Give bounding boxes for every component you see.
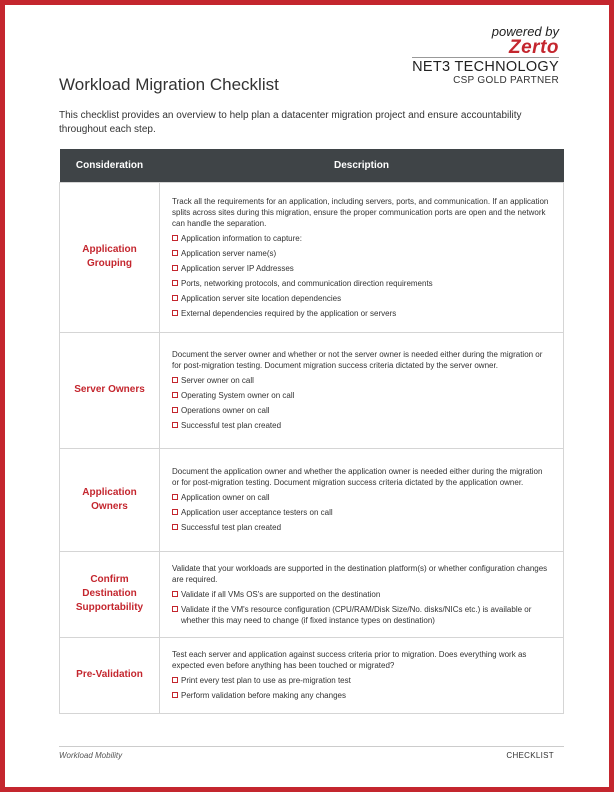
checklist-item[interactable]: Application server IP Addresses: [172, 263, 551, 274]
checklist-table: [59, 149, 564, 714]
description-text: Validate that your workloads are supported in the destination platform(s) or whether configuration changes are required.: [172, 563, 548, 584]
page-title: Workload Migration Checklist: [59, 75, 279, 94]
checklist-item[interactable]: Application server site location dependencies: [172, 293, 551, 304]
description-cell: [160, 448, 564, 551]
checklist-item[interactable]: Operating System owner on call: [172, 390, 551, 401]
checklist-items: [172, 675, 551, 701]
checklist-item[interactable]: Application server name(s): [172, 248, 551, 259]
checklist-item[interactable]: External dependencies required by the application or servers: [172, 308, 551, 319]
checklist-item[interactable]: Operations owner on call: [172, 405, 551, 416]
header-consideration: Consideration: [60, 149, 160, 182]
checklist-items: [172, 375, 551, 431]
footer-left-text: Workload Mobility: [59, 751, 123, 760]
checklist-item[interactable]: Validate if the VM's resource configuration (CPU/RAM/Disk Size/No. disks/NICs etc.) is available or whether this may need to change (if fixed instance types on destination): [172, 604, 551, 626]
powered-by-text: powered by: [491, 24, 559, 39]
checkbox-icon[interactable]: [172, 235, 178, 241]
checkbox-icon[interactable]: [172, 677, 178, 683]
footer-right-text: CHECKLIST: [506, 751, 554, 760]
description-cell: [160, 332, 564, 448]
checklist-item[interactable]: Print every test plan to use as pre-migration test: [172, 675, 551, 686]
header-description: Description: [160, 149, 564, 182]
checklist-item[interactable]: Successful test plan created: [172, 522, 551, 533]
checklist-items: [172, 589, 551, 626]
checkbox-icon[interactable]: [172, 422, 178, 428]
description-text: Track all the requirements for an application, including servers, ports, and communication. If an application splits across sites during this migration, ensure the proper communication ports are open and the network can handle the separation.: [172, 196, 549, 228]
checkbox-icon[interactable]: [172, 509, 178, 515]
checkbox-icon[interactable]: [172, 692, 178, 698]
checklist-item[interactable]: Successful test plan created: [172, 420, 551, 431]
consideration-cell: Pre-Validation: [60, 637, 160, 713]
description-cell: [160, 637, 564, 713]
checklist-item[interactable]: Application user acceptance testers on call: [172, 507, 551, 518]
checkbox-icon[interactable]: [172, 295, 178, 301]
checklist-item[interactable]: Server owner on call: [172, 375, 551, 386]
description-cell: [160, 551, 564, 637]
checkbox-icon[interactable]: [172, 392, 178, 398]
partner-badge: CSP GOLD PARTNER: [453, 75, 559, 86]
checkbox-icon[interactable]: [172, 407, 178, 413]
checklist-items: [172, 233, 551, 319]
checklist-item[interactable]: Validate if all VMs OS's are supported on the destination: [172, 589, 551, 600]
table-row: [60, 332, 564, 448]
footer-divider: [59, 746, 564, 747]
table-row: [60, 637, 564, 713]
checklist-item[interactable]: Perform validation before making any changes: [172, 690, 551, 701]
checklist-item[interactable]: Application information to capture:: [172, 233, 551, 244]
table-row: [60, 551, 564, 637]
brand-logo: [412, 25, 559, 87]
checkbox-icon[interactable]: [172, 591, 178, 597]
company-name: NET3 TECHNOLOGY: [412, 59, 559, 75]
description-text: Document the server owner and whether or not the server owner is needed either during the migration or for post-migration testing. Document migration success criteria dictated by the server owner.: [172, 350, 543, 370]
checklist-item[interactable]: Ports, networking protocols, and communication direction requirements: [172, 278, 551, 289]
consideration-cell: Confirm Destination Supportability: [60, 551, 160, 637]
checkbox-icon[interactable]: [172, 524, 178, 530]
checkbox-icon[interactable]: [172, 280, 178, 286]
description-text: Test each server and application against success criteria prior to migration. Does everything work as expected even before anything has been touched or migrated?: [172, 650, 527, 670]
checkbox-icon[interactable]: [172, 250, 178, 256]
checkbox-icon[interactable]: [172, 606, 178, 612]
consideration-cell: Application Owners: [60, 448, 160, 551]
checkbox-icon[interactable]: [172, 377, 178, 383]
description-text: Document the application owner and whether the application owner is needed either during the migration or for post-migration testing. Document migration success criteria dictated by the application owner.: [172, 467, 543, 487]
checkbox-icon[interactable]: [172, 310, 178, 316]
consideration-cell: Application Grouping: [60, 182, 160, 332]
checklist-item[interactable]: Application owner on call: [172, 492, 551, 503]
checklist-items: [172, 492, 551, 533]
zerto-logo: Zerto: [509, 37, 559, 58]
consideration-cell: Server Owners: [60, 332, 160, 448]
table-row: [60, 182, 564, 332]
table-header-row: [60, 149, 564, 182]
table-row: [60, 448, 564, 551]
description-cell: [160, 182, 564, 332]
checkbox-icon[interactable]: [172, 265, 178, 271]
checkbox-icon[interactable]: [172, 494, 178, 500]
intro-paragraph: This checklist provides an overview to help plan a datacenter migration project and ensure accountability throughout each step.: [59, 110, 522, 135]
